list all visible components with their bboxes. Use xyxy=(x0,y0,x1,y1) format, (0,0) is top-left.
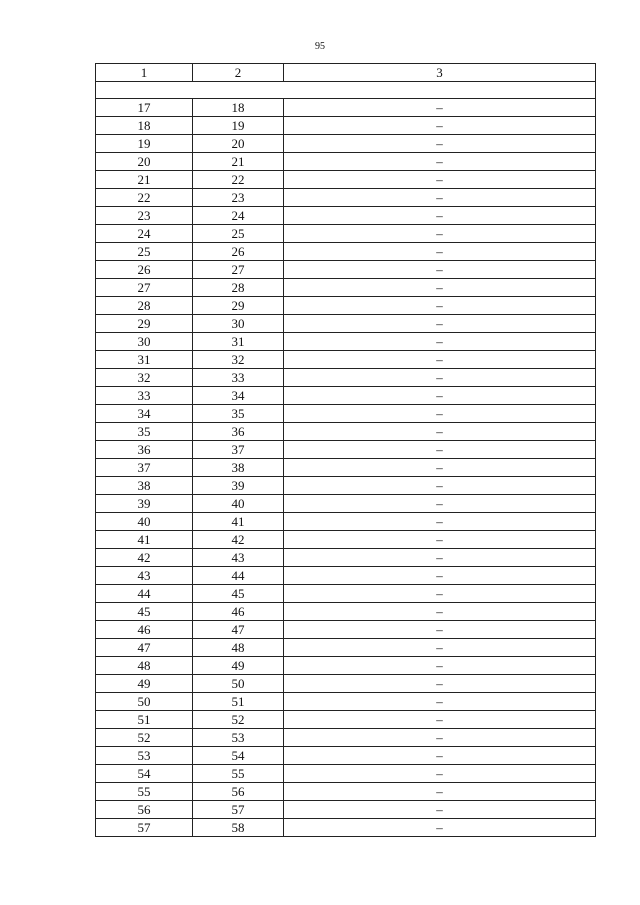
table-cell: 32 xyxy=(193,351,284,369)
table-cell: 42 xyxy=(193,531,284,549)
table-cell: – xyxy=(284,207,596,225)
table-cell: – xyxy=(284,585,596,603)
table-cell: 28 xyxy=(193,279,284,297)
table-cell: – xyxy=(284,153,596,171)
table-cell: 23 xyxy=(96,207,193,225)
table-row xyxy=(96,639,596,657)
table-row xyxy=(96,495,596,513)
table-cell: – xyxy=(284,567,596,585)
table-cell: 40 xyxy=(96,513,193,531)
table-cell: – xyxy=(284,387,596,405)
table-cell: – xyxy=(284,621,596,639)
table-cell: 29 xyxy=(193,297,284,315)
table-row xyxy=(96,387,596,405)
blank-row xyxy=(96,82,596,99)
column-header: 1 xyxy=(96,64,193,82)
table-row xyxy=(96,207,596,225)
table-row xyxy=(96,657,596,675)
table-cell: – xyxy=(284,729,596,747)
table-cell: 28 xyxy=(96,297,193,315)
table-cell: 50 xyxy=(193,675,284,693)
table-row xyxy=(96,477,596,495)
table-cell: 33 xyxy=(193,369,284,387)
table-cell: 30 xyxy=(96,333,193,351)
table-cell: 49 xyxy=(96,675,193,693)
table-cell: 47 xyxy=(193,621,284,639)
table-cell: 26 xyxy=(193,243,284,261)
table-cell: – xyxy=(284,117,596,135)
header-row xyxy=(96,64,596,82)
table-cell: 46 xyxy=(96,621,193,639)
table-row xyxy=(96,513,596,531)
table-cell: – xyxy=(284,711,596,729)
table-cell: 46 xyxy=(193,603,284,621)
table-row xyxy=(96,225,596,243)
table-cell: – xyxy=(284,189,596,207)
table-cell: 38 xyxy=(96,477,193,495)
table-cell: 33 xyxy=(96,387,193,405)
table-row xyxy=(96,729,596,747)
page-number: 95 xyxy=(315,41,325,52)
table-cell: 37 xyxy=(193,441,284,459)
table-cell: – xyxy=(284,747,596,765)
table-cell: – xyxy=(284,495,596,513)
table-cell: 21 xyxy=(96,171,193,189)
table-cell: – xyxy=(284,675,596,693)
table-cell: 21 xyxy=(193,153,284,171)
table-cell: 24 xyxy=(193,207,284,225)
table-cell: – xyxy=(284,351,596,369)
table-cell: 35 xyxy=(96,423,193,441)
table-cell: 40 xyxy=(193,495,284,513)
blank-cell xyxy=(96,82,596,99)
table-row xyxy=(96,711,596,729)
table-cell: 36 xyxy=(96,441,193,459)
table-cell: 26 xyxy=(96,261,193,279)
column-header: 3 xyxy=(284,64,596,82)
table-cell: 19 xyxy=(96,135,193,153)
table-cell: 48 xyxy=(193,639,284,657)
table-cell: – xyxy=(284,279,596,297)
table-cell: – xyxy=(284,657,596,675)
table-cell: – xyxy=(284,423,596,441)
table-row xyxy=(96,405,596,423)
table-row xyxy=(96,99,596,117)
table-cell: 31 xyxy=(96,351,193,369)
table-row xyxy=(96,441,596,459)
table-cell: 53 xyxy=(96,747,193,765)
table-cell: 44 xyxy=(193,567,284,585)
table-cell: – xyxy=(284,243,596,261)
table-cell: 44 xyxy=(96,585,193,603)
table-cell: 27 xyxy=(193,261,284,279)
table-cell: 45 xyxy=(193,585,284,603)
table-row xyxy=(96,459,596,477)
table-row xyxy=(96,765,596,783)
table-row xyxy=(96,171,596,189)
table-row xyxy=(96,801,596,819)
table-cell: 25 xyxy=(193,225,284,243)
table-cell: 19 xyxy=(193,117,284,135)
table-cell: 34 xyxy=(193,387,284,405)
table-cell: 17 xyxy=(96,99,193,117)
table-cell: – xyxy=(284,99,596,117)
table-cell: 52 xyxy=(193,711,284,729)
table-row xyxy=(96,189,596,207)
table-cell: 41 xyxy=(193,513,284,531)
table-cell: – xyxy=(284,477,596,495)
table-cell: 43 xyxy=(193,549,284,567)
table-cell: 22 xyxy=(96,189,193,207)
table-cell: 25 xyxy=(96,243,193,261)
table-cell: 23 xyxy=(193,189,284,207)
table-cell: 53 xyxy=(193,729,284,747)
table-cell: 50 xyxy=(96,693,193,711)
table-cell: 48 xyxy=(96,657,193,675)
table-cell: 35 xyxy=(193,405,284,423)
table-row xyxy=(96,549,596,567)
table-cell: 31 xyxy=(193,333,284,351)
table-row xyxy=(96,153,596,171)
table-cell: 41 xyxy=(96,531,193,549)
table-cell: 38 xyxy=(193,459,284,477)
table-row xyxy=(96,783,596,801)
data-table xyxy=(95,63,596,837)
table-row xyxy=(96,423,596,441)
table-cell: 20 xyxy=(193,135,284,153)
table-cell: 57 xyxy=(193,801,284,819)
table-cell: – xyxy=(284,459,596,477)
table-row xyxy=(96,315,596,333)
table-cell: – xyxy=(284,819,596,837)
table-cell: 54 xyxy=(96,765,193,783)
table-row xyxy=(96,243,596,261)
table-cell: – xyxy=(284,549,596,567)
table-cell: 51 xyxy=(96,711,193,729)
table-cell: – xyxy=(284,171,596,189)
table-row xyxy=(96,135,596,153)
table-cell: 36 xyxy=(193,423,284,441)
table-cell: – xyxy=(284,783,596,801)
table-cell: 49 xyxy=(193,657,284,675)
table-cell: 45 xyxy=(96,603,193,621)
table-cell: – xyxy=(284,765,596,783)
table-row xyxy=(96,603,596,621)
table-cell: – xyxy=(284,693,596,711)
table-row xyxy=(96,567,596,585)
table-row xyxy=(96,297,596,315)
table-cell: 39 xyxy=(193,477,284,495)
table-cell: – xyxy=(284,405,596,423)
table-row xyxy=(96,279,596,297)
table-cell: 58 xyxy=(193,819,284,837)
table-cell: 55 xyxy=(193,765,284,783)
table-cell: 57 xyxy=(96,819,193,837)
table-cell: – xyxy=(284,369,596,387)
table-row xyxy=(96,819,596,837)
table-row xyxy=(96,531,596,549)
table-row xyxy=(96,675,596,693)
table-cell: 27 xyxy=(96,279,193,297)
table-cell: 18 xyxy=(96,117,193,135)
table-cell: 29 xyxy=(96,315,193,333)
table-cell: – xyxy=(284,801,596,819)
table-row xyxy=(96,333,596,351)
table-cell: – xyxy=(284,261,596,279)
table-body xyxy=(96,64,596,837)
table-cell: 37 xyxy=(96,459,193,477)
table-cell: – xyxy=(284,135,596,153)
table-cell: 56 xyxy=(193,783,284,801)
table-cell: 51 xyxy=(193,693,284,711)
table-cell: – xyxy=(284,315,596,333)
table-cell: 56 xyxy=(96,801,193,819)
table-cell: – xyxy=(284,603,596,621)
table-cell: 55 xyxy=(96,783,193,801)
table-cell: 24 xyxy=(96,225,193,243)
table-cell: 42 xyxy=(96,549,193,567)
table-cell: 43 xyxy=(96,567,193,585)
table-cell: – xyxy=(284,297,596,315)
table-cell: – xyxy=(284,225,596,243)
table-cell: – xyxy=(284,441,596,459)
table-row xyxy=(96,621,596,639)
table-row xyxy=(96,261,596,279)
table-row xyxy=(96,585,596,603)
table-row xyxy=(96,693,596,711)
table-row xyxy=(96,351,596,369)
table-row xyxy=(96,117,596,135)
table-row xyxy=(96,747,596,765)
table-cell: 20 xyxy=(96,153,193,171)
table-cell: – xyxy=(284,333,596,351)
table-cell: – xyxy=(284,513,596,531)
table-cell: 52 xyxy=(96,729,193,747)
table-row xyxy=(96,369,596,387)
column-header: 2 xyxy=(193,64,284,82)
table-cell: 18 xyxy=(193,99,284,117)
table-cell: 32 xyxy=(96,369,193,387)
table-cell: – xyxy=(284,639,596,657)
table-cell: 34 xyxy=(96,405,193,423)
table-cell: 22 xyxy=(193,171,284,189)
table-cell: 30 xyxy=(193,315,284,333)
table-cell: 54 xyxy=(193,747,284,765)
table-cell: 47 xyxy=(96,639,193,657)
table-cell: 39 xyxy=(96,495,193,513)
table-cell: – xyxy=(284,531,596,549)
